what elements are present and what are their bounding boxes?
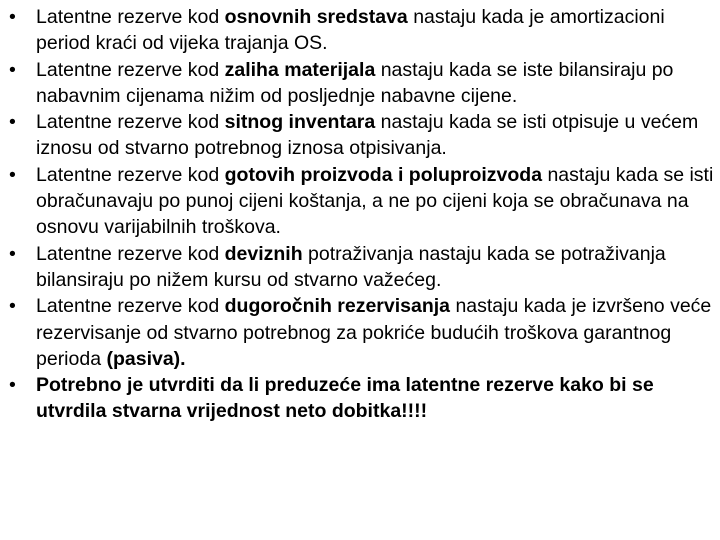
bullet-dot: • (9, 242, 16, 265)
list-item (9, 109, 714, 162)
bullet-dot: • (9, 6, 16, 28)
item-text: nastaju kada je amortizacioni period kraći od vijeka trajanja OS. (36, 6, 665, 55)
item-text: Latentne rezerve kod (36, 242, 225, 265)
item-text: Latentne rezerve kod (36, 163, 225, 186)
list-item (9, 162, 714, 241)
list-item (9, 4, 714, 57)
list-item (9, 57, 714, 110)
item-bold-text: osnovnih sredstava (224, 6, 408, 28)
item-bold-text: sitnog inventara (224, 111, 376, 134)
list-item (9, 241, 714, 294)
item-bold-text: (pasiva). (106, 347, 186, 370)
item-text: Latentne rezerve kod (36, 111, 225, 134)
bullet-dot: • (9, 163, 16, 186)
bullet-dot: • (9, 58, 16, 81)
item-bold-text: gotovih proizvoda i poluproizvoda (224, 163, 543, 186)
item-text: nastaju kada se iste bilansiraju po nabavnim cijenama nižim od posljednje nabavne cijene. (36, 58, 674, 107)
item-bold-text: Potrebno je utvrditi da li preduzeće ima latentne rezerve kako bi se utvrdila stvarna vrijednost neto dobitka!!!! (36, 374, 654, 423)
item-text: nastaju kada se isti otpisuje u većem iznosu od stvarno potrebnog iznosa otpisivanja. (36, 111, 699, 160)
list-item (9, 372, 714, 425)
item-text: potraživanja nastaju kada se potraživanja bilansiraju po nižem kursu od stvarno važećeg. (36, 242, 666, 291)
item-text: nastaju kada je izvršeno veće rezervisanje od stvarno potrebnog za pokriće budućih troškova garantnog perioda (36, 295, 712, 370)
item-text: nastaju kada se isti obračunavaju po punoj cijeni koštanja, a ne po cijeni koja se obračunava na osnovu varijabilnih troškova. (36, 163, 714, 239)
bullet-list (9, 4, 714, 425)
item-text: Latentne rezerve kod (36, 295, 225, 318)
bullet-dot: • (9, 111, 16, 134)
item-bold-text: dugoročnih rezervisanja (224, 295, 451, 318)
item-text: Latentne rezerve kod (36, 58, 225, 81)
list-item (9, 293, 714, 372)
bullet-dot: • (9, 374, 16, 397)
item-bold-text: zaliha materijala (224, 58, 376, 81)
item-bold-text: deviznih (224, 242, 303, 265)
bullet-dot: • (9, 295, 16, 318)
item-text: Latentne rezerve kod (36, 6, 225, 28)
